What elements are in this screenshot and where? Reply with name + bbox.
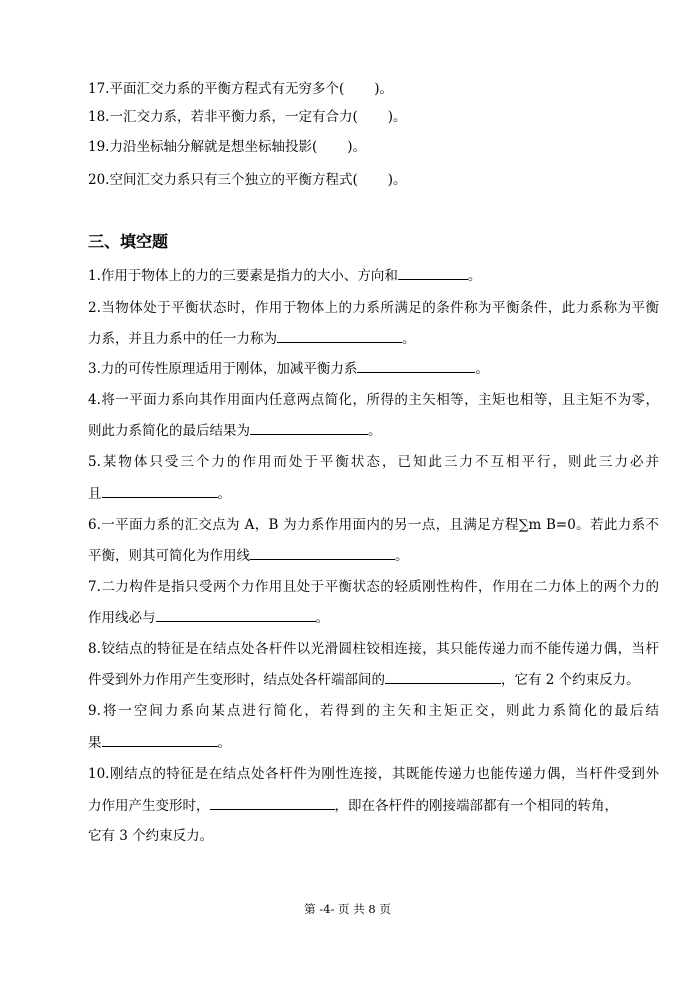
judgement-item-18: 18.一汇交力系，若非平衡力系，一定有合力( )。 <box>88 109 407 125</box>
judgement-item-17: 17.平面汇交力系的平衡方程式有无穷多个( )。 <box>88 81 394 97</box>
fill-item-2-line-2: 力系，并且力系中的任一力称为 。 <box>88 328 659 349</box>
fill-item-3: 3.力的可传性原理适用于刚体，加减平衡力系 。 <box>88 358 659 379</box>
answer-blank <box>210 795 335 810</box>
fill-item-10-line-2: 力作用产生变形时， ，即在各杆件的刚接端部都有一个相同的转角， <box>88 795 659 816</box>
judgement-item-19: 19.力沿坐标轴分解就是想坐标轴投影( )。 <box>88 139 367 155</box>
fill-item-4-line-1: 4.将一平面力系向其作用面内任意两点简化，所得的主矢相等，主矩也相等，且主矩不为零， <box>88 392 659 408</box>
answer-blank <box>277 328 402 343</box>
page-footer: 第 -4- 页 共 8 页 <box>304 902 391 916</box>
answer-blank <box>102 483 218 498</box>
answer-blank <box>250 420 368 435</box>
judgement-item-20: 20.空间汇交力系只有三个独立的平衡方程式( )。 <box>88 172 407 188</box>
fill-item-1: 1.作用于物体上的力的三要素是指力的大小、方向和 。 <box>88 265 659 286</box>
fill-item-8-line-1: 8.铰结点的特征是在结点处各杆件以光滑圆柱铰相连接，其只能传递力而不能传递力偶，当杆 <box>88 641 659 657</box>
fill-item-5-line-1: 5.某物体只受三个力的作用而处于平衡状态，已知此三力不互相平行，则此三力必并 <box>88 454 659 470</box>
fill-item-9-line-2: 果 。 <box>88 732 659 753</box>
answer-blank <box>398 265 468 280</box>
fill-item-7-line-2: 作用线必与 。 <box>88 607 659 628</box>
fill-item-6-line-1: 6.一平面力系的汇交点为 A，B 为力系作用面内的另一点，且满足方程∑m B=0。若此力系不 <box>88 517 659 533</box>
answer-blank <box>102 732 218 747</box>
fill-item-10-line-3: 它有 3 个约束反力。 <box>88 828 214 844</box>
answer-blank <box>385 669 501 684</box>
fill-item-2-line-1: 2.当物体处于平衡状态时，作用于物体上的力系所满足的条件称为平衡条件，此力系称为平衡 <box>88 300 659 316</box>
answer-blank <box>250 545 395 560</box>
fill-item-7-line-1: 7.二力构件是指只受两个力作用且处于平衡状态的轻质刚性构件，作用在二力体上的两个力的 <box>88 579 659 595</box>
answer-blank <box>357 358 475 373</box>
fill-item-8-line-2: 件受到外力作用产生变形时，结点处各杆端部间的 ，它有 2 个约束反力。 <box>88 669 659 690</box>
fill-item-10-line-1: 10.刚结点的特征是在结点处各杆件为刚性连接，其既能传递力也能传递力偶，当杆件受到外 <box>88 766 659 782</box>
fill-item-6-line-2: 平衡，则其可简化为作用线 。 <box>88 545 659 566</box>
fill-item-9-line-1: 9.将一空间力系向某点进行简化，若得到的主矢和主矩正交，则此力系简化的最后结 <box>88 703 659 719</box>
fill-item-4-line-2: 则此力系简化的最后结果为 。 <box>88 420 659 441</box>
answer-blank <box>156 607 316 622</box>
section-title: 三、填空题 <box>88 232 169 251</box>
fill-item-5-line-2: 且 。 <box>88 483 659 504</box>
